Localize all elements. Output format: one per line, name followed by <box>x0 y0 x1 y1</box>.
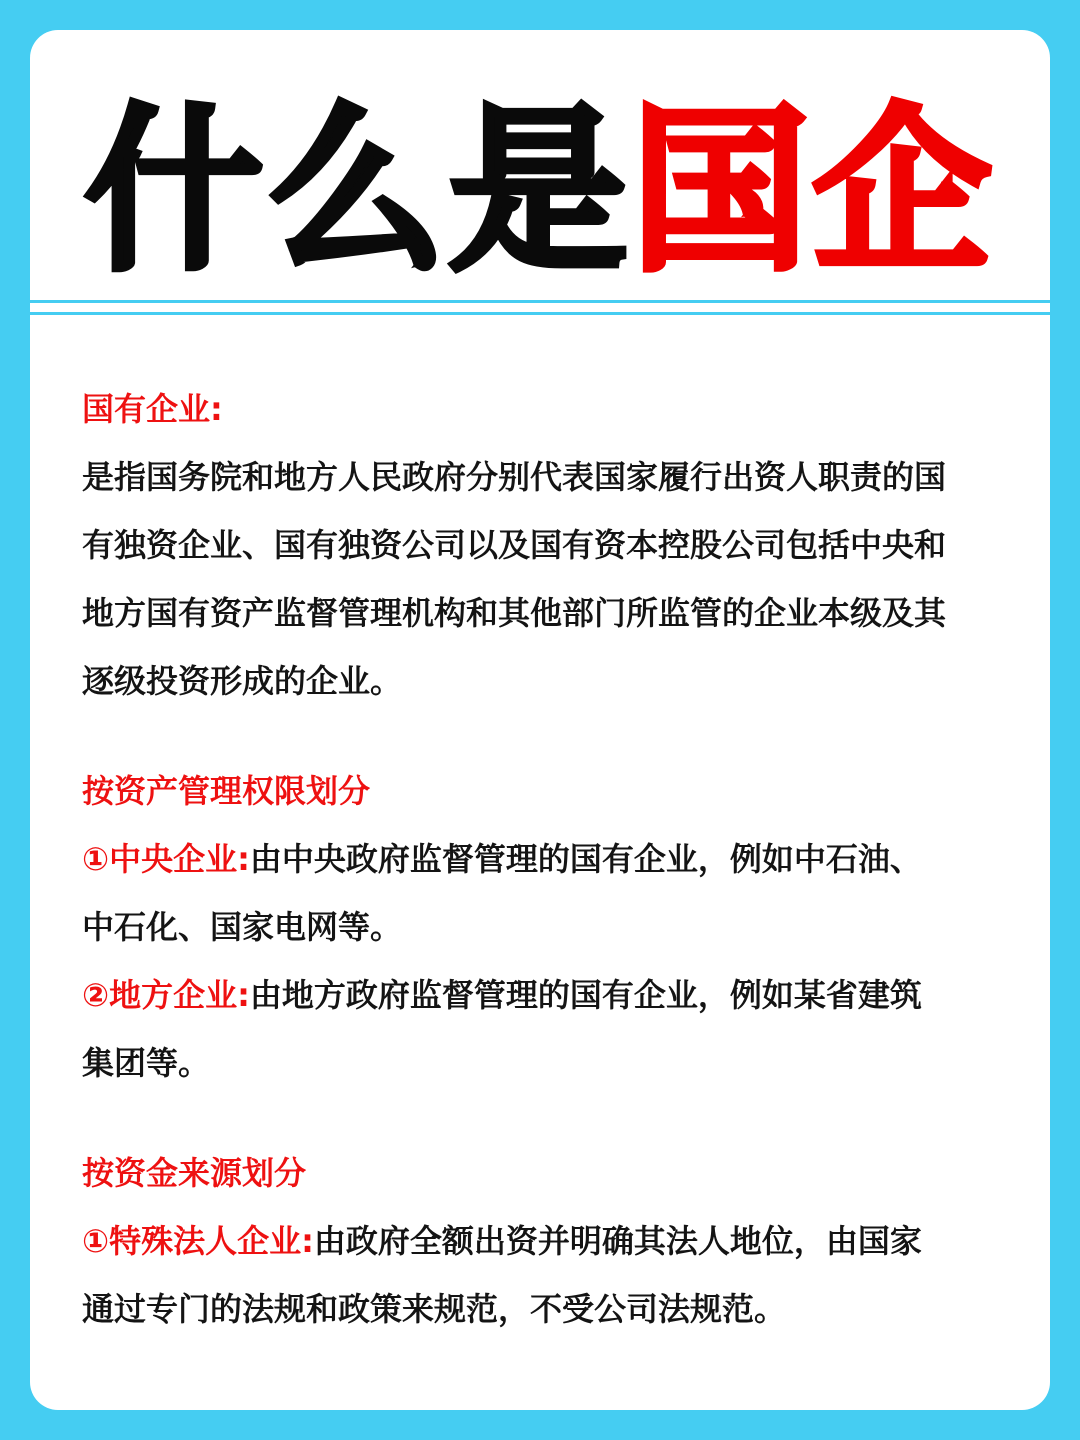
section-heading-by-authority: 按资产管理权限划分 <box>82 772 371 810</box>
section-gap <box>82 1097 1002 1139</box>
item-continuation-local: 集团等。 <box>82 1044 211 1082</box>
title-divider-bottom <box>30 312 1050 315</box>
item-text-special-legal: 由政府全额出资并明确其法人地位，由国家 <box>313 1222 922 1260</box>
item-text-central: 由中央政府监督管理的国有企业，例如中石油、 <box>249 840 922 878</box>
section-heading-soe: 国有企业: <box>82 390 223 428</box>
title-red-part: 国企 <box>631 88 995 295</box>
title-divider-top <box>30 300 1050 303</box>
item-label-central: ①中央企业: <box>82 840 250 878</box>
item-continuation-special-legal: 通过专门的法规和政策来规范，不受公司法规范。 <box>82 1290 787 1328</box>
page-title <box>30 88 1050 295</box>
list-item-special-legal <box>82 1207 1002 1275</box>
definition-line: 有独资企业、国有独资公司以及国有资本控股公司包括中央和 <box>82 526 947 564</box>
section-heading-by-funding: 按资金来源划分 <box>82 1154 307 1192</box>
article-body <box>82 375 1002 1343</box>
item-label-special-legal: ①特殊法人企业: <box>82 1222 314 1260</box>
list-item-central <box>82 825 1002 893</box>
definition-line: 逐级投资形成的企业。 <box>82 662 403 700</box>
section-gap <box>82 715 1002 757</box>
title-black-part: 什么是 <box>85 88 631 295</box>
item-text-local: 由地方政府监督管理的国有企业，例如某省建筑 <box>249 976 922 1014</box>
definition-line: 地方国有资产监督管理机构和其他部门所监管的企业本级及其 <box>82 594 947 632</box>
list-item-local <box>82 961 1002 1029</box>
definition-line: 是指国务院和地方人民政府分别代表国家履行出资人职责的国 <box>82 458 947 496</box>
content-card <box>30 30 1050 1410</box>
item-continuation-central: 中石化、国家电网等。 <box>82 908 403 946</box>
item-label-local: ②地方企业: <box>82 976 250 1014</box>
